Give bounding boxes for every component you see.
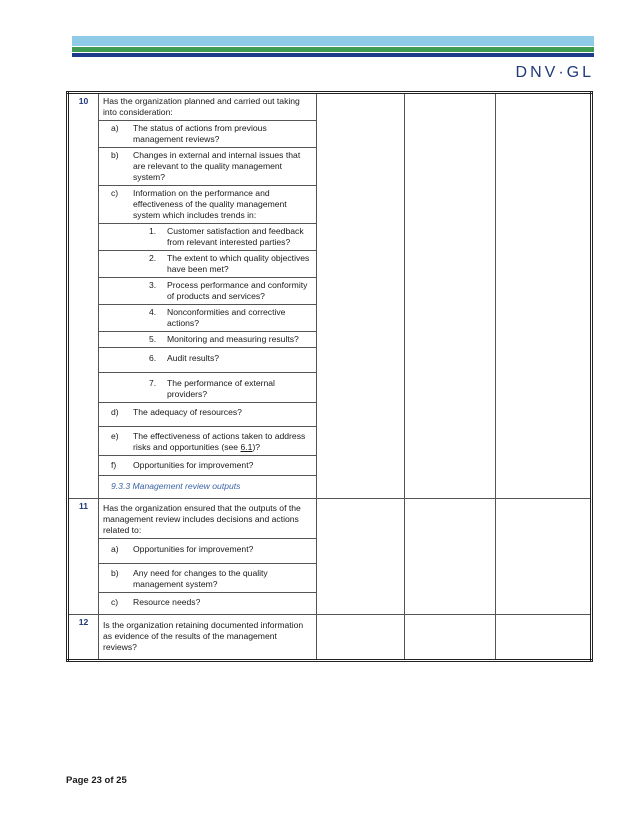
answer-cell[interactable] (317, 615, 405, 661)
sub-question: Opportunities for improvement? (133, 544, 254, 554)
sub-question: The status of actions from previous management reviews? (133, 123, 267, 144)
question-text: Has the organization planned and carried out taking into consideration: (99, 93, 317, 121)
table-row (68, 615, 592, 661)
list-item: The performance of external providers? (167, 378, 275, 399)
table-row: 4. Nonconformities and corrective actions? (68, 305, 592, 332)
dnv-gl-logo: DNV·GL (515, 64, 594, 81)
table-row: 3. Process performance and conformity of products and services? (68, 278, 592, 305)
table-row: b) Any need for changes to the quality management system? (68, 564, 592, 593)
table-row: d) The adequacy of resources? (68, 403, 592, 427)
sub-question: Resource needs? (133, 597, 201, 607)
clause-link[interactable]: 6.1 (240, 442, 253, 452)
table-row: a) The status of actions from previous management reviews? (68, 121, 592, 148)
sub-question: Opportunities for improvement? (133, 460, 254, 470)
table-row: b) Changes in external and internal issues that are relevant to the quality management system? (68, 148, 592, 186)
section-heading: 9.3.3 Management review outputs (111, 481, 241, 491)
notes-cell[interactable] (496, 93, 592, 499)
notes-cell[interactable] (496, 499, 592, 615)
header-band-light-blue (72, 36, 594, 46)
answer-cell[interactable] (317, 499, 405, 615)
sub-question: The effectiveness of actions taken to address risks and opportunities (see 6.1)? (133, 431, 306, 452)
answer-cell[interactable] (317, 93, 405, 499)
question-text: Has the organization ensured that the outputs of the management review includes decisions and actions related to: (99, 499, 317, 539)
list-item: The extent to which quality objectives have been met? (167, 253, 310, 274)
table-row: f) Opportunities for improvement? (68, 456, 592, 476)
sub-question: Information on the performance and effectiveness of the quality management system which includes trends in: (133, 188, 287, 220)
question-number: 11 (68, 499, 99, 615)
sub-question: Any need for changes to the quality management system? (133, 568, 268, 589)
table-row: 5. Monitoring and measuring results? (68, 332, 592, 348)
question-text: Is the organization retaining documented information as evidence of the results of the management reviews? (99, 615, 317, 661)
table-row: a) Opportunities for improvement? (68, 539, 592, 564)
checklist-table (66, 91, 593, 662)
evidence-cell[interactable] (405, 93, 496, 499)
table-row: c) Information on the performance and effectiveness of the quality management system which includes trends in: (68, 186, 592, 224)
table-row: 7. The performance of external providers? (68, 373, 592, 403)
sub-question: Changes in external and internal issues that are relevant to the quality management system? (133, 150, 301, 182)
table-row: c) Resource needs? (68, 593, 592, 615)
question-number: 12 (68, 615, 99, 661)
evidence-cell[interactable] (405, 499, 496, 615)
list-item: Nonconformities and corrective actions? (167, 307, 286, 328)
table-row: 1. Customer satisfaction and feedback from relevant interested parties? (68, 224, 592, 251)
table-row (68, 93, 592, 121)
header-band-green (72, 47, 594, 52)
list-item: Process performance and conformity of products and services? (167, 280, 308, 301)
page-number: Page 23 of 25 (66, 775, 127, 786)
table-row (68, 499, 592, 539)
sub-question: The adequacy of resources? (133, 407, 242, 417)
list-item: Customer satisfaction and feedback from relevant interested parties? (167, 226, 304, 247)
list-item: Audit results? (167, 353, 220, 363)
notes-cell[interactable] (496, 615, 592, 661)
table-row: e) The effectiveness of actions taken to address risks and opportunities (see 6.1)? (68, 427, 592, 456)
question-number: 10 (68, 93, 99, 499)
table-row: 6. Audit results? (68, 348, 592, 373)
list-item: Monitoring and measuring results? (167, 334, 299, 344)
table-row: 2. The extent to which quality objectives have been met? (68, 251, 592, 278)
header-band-navy (72, 53, 594, 57)
evidence-cell[interactable] (405, 615, 496, 661)
